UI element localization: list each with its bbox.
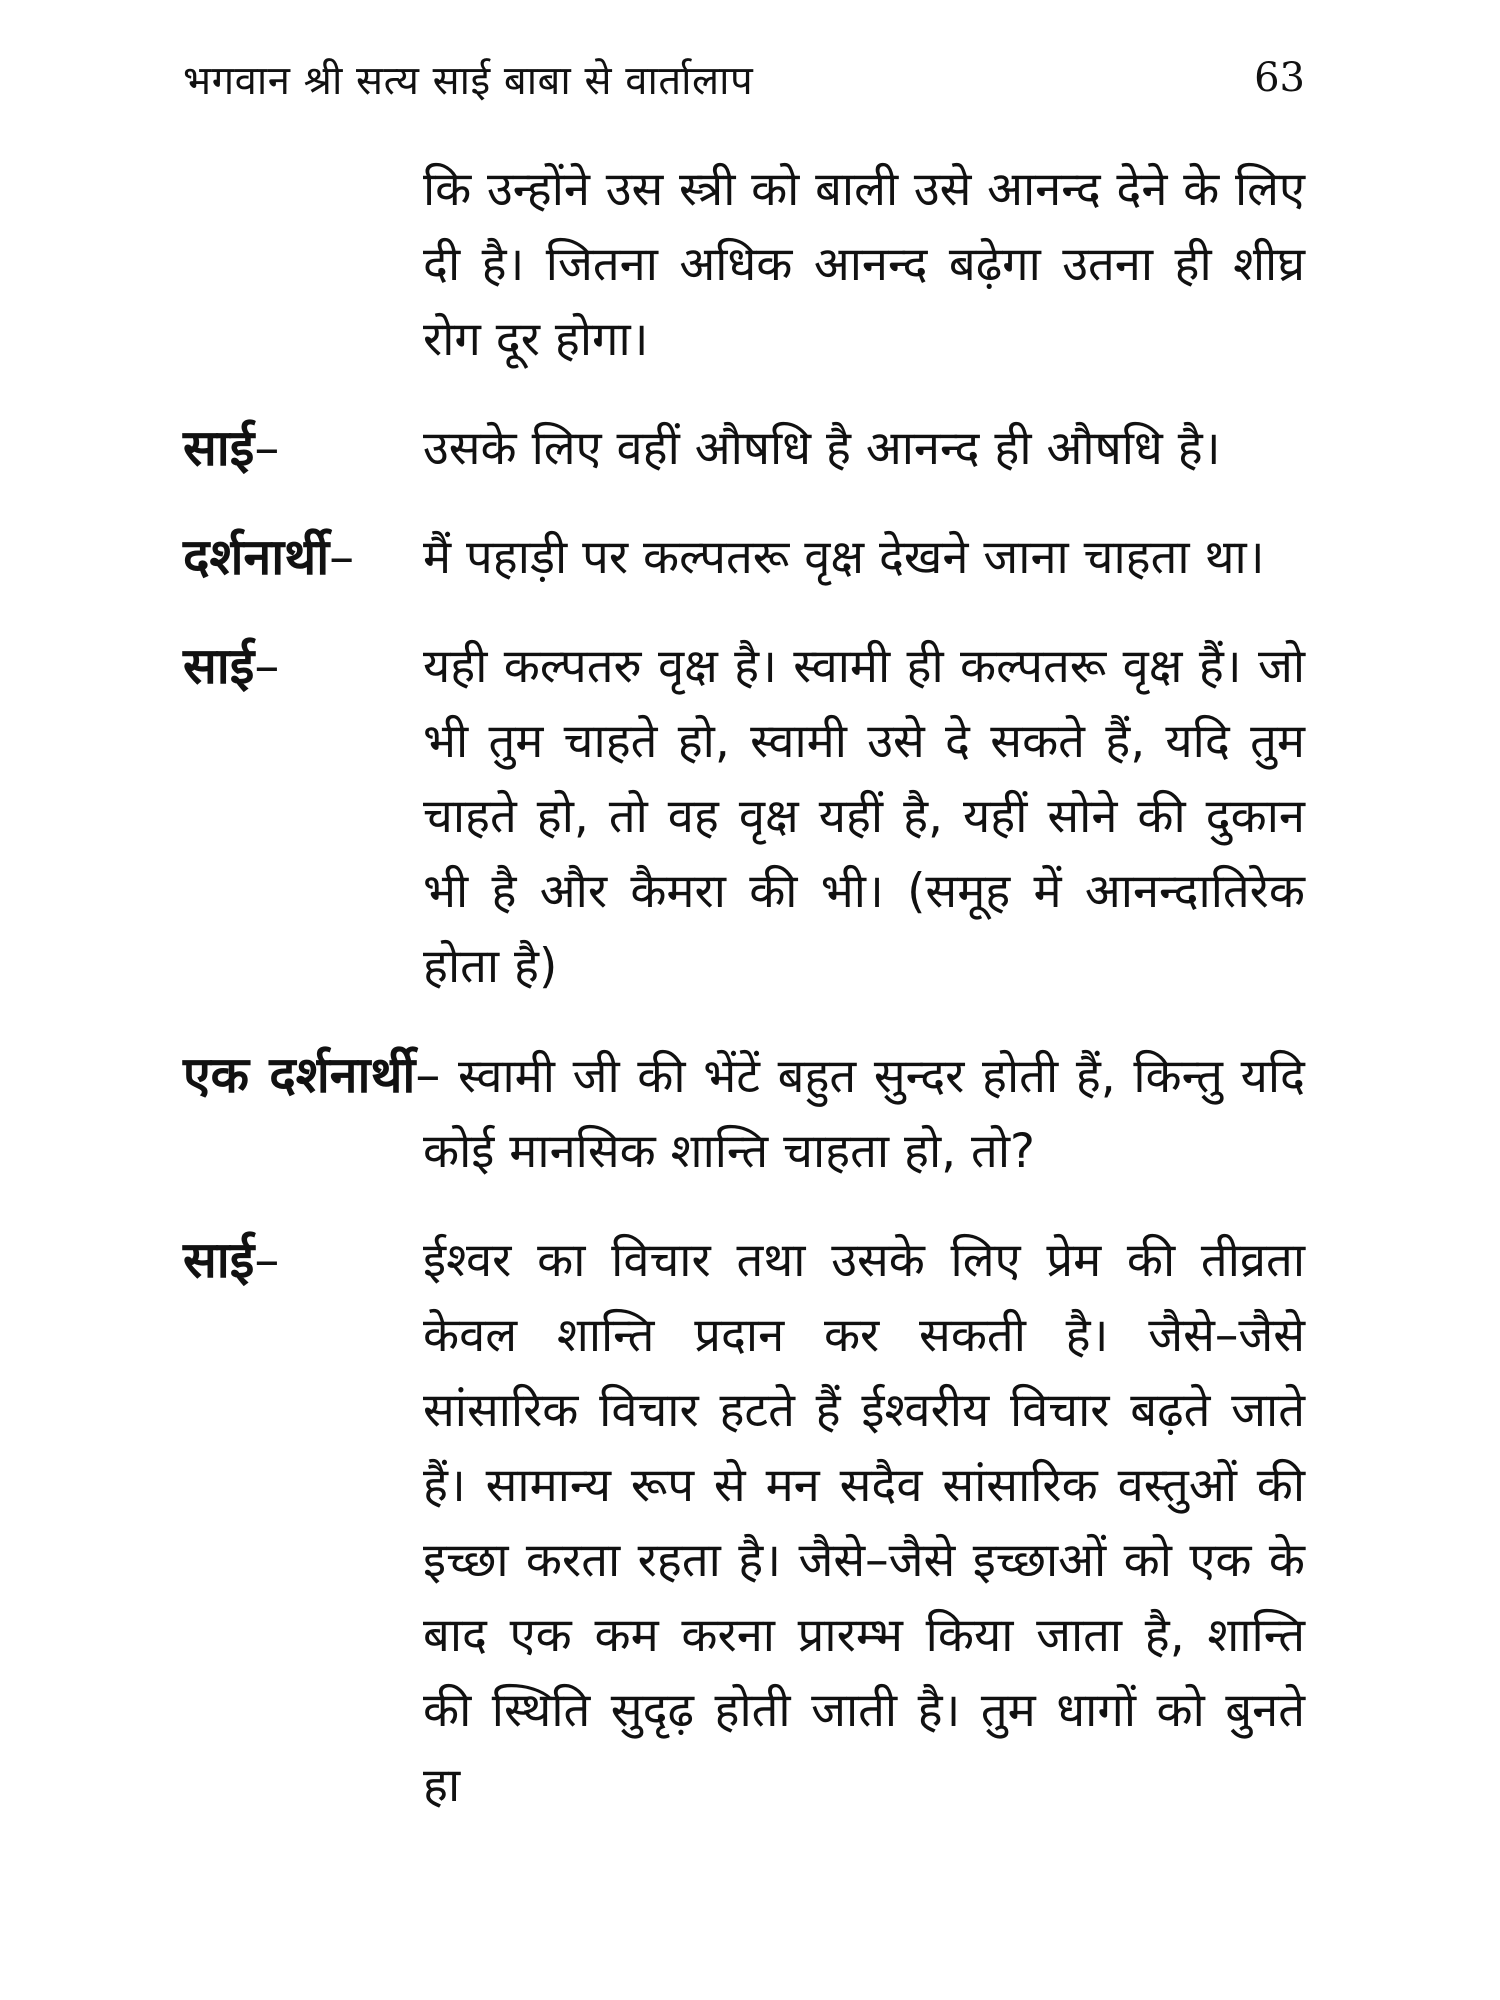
page-body	[183, 152, 1305, 1857]
speaker-label: साई–	[183, 1231, 280, 1289]
dialogue-paragraph	[183, 520, 1305, 595]
paragraph-text: उसके लिए वहीं औषधि है आनन्द ही औषधि है।	[423, 421, 1221, 476]
dialogue-paragraph	[183, 152, 1305, 377]
dialogue-paragraph	[183, 411, 1305, 486]
paragraph-text: स्वामी जी की भेंटें बहुत सुन्दर होती हैं, किन्तु यदि कोई मानसिक शान्ति चाहता हो, तो?	[423, 1049, 1305, 1179]
dialogue-paragraph	[183, 629, 1305, 1004]
dialogue-paragraph	[183, 1038, 1305, 1189]
running-header	[183, 48, 1305, 108]
paragraph-text: कि उन्होंने उस स्त्री को बाली उसे आनन्द देने के लिए दी है। जितना अधिक आनन्द बढ़ेगा उतना ही शीघ्र रोग दूर होगा।	[423, 162, 1305, 367]
speaker-label: दर्शनार्थी–	[183, 528, 355, 586]
book-title: भगवान श्री सत्य साई बाबा से वार्तालाप	[183, 57, 754, 104]
paragraph-text: यही कल्पतरु वृक्ष है। स्वामी ही कल्पतरू वृक्ष हैं। जो भी तुम चाहते हो, स्वामी उसे दे सकते हैं, यदि तुम चाहते हो, तो वह वृक्ष यहीं है, यहीं सोने की दुकान भी है और कैमरा की भी। (समूह में आनन्दातिरेक होता है)	[423, 639, 1305, 994]
dialogue-paragraph	[183, 1223, 1305, 1823]
page-number: 63	[1254, 55, 1305, 101]
speaker-label: साई–	[183, 637, 280, 695]
paragraph-text: मैं पहाड़ी पर कल्पतरू वृक्ष देखने जाना चाहता था।	[423, 530, 1265, 585]
speaker-label: एक दर्शनार्थी–	[183, 1046, 441, 1104]
speaker-label: साई–	[183, 419, 280, 477]
paragraph-text: ईश्वर का विचार तथा उसके लिए प्रेम की तीव्रता केवल शान्ति प्रदान कर सकती है। जैसे–जैसे सांसारिक विचार हटते हैं ईश्वरीय विचार बढ़ते जाते हैं। सामान्य रूप से मन सदैव सांसारिक वस्तुओं की इच्छा करता रहता है। जैसे–जैसे इच्छाओं को एक के बाद एक कम करना प्रारम्भ किया जाता है, शान्ति की स्थिति सुदृढ़ होती जाती है। तुम धागों को बुनते हा	[423, 1233, 1305, 1813]
